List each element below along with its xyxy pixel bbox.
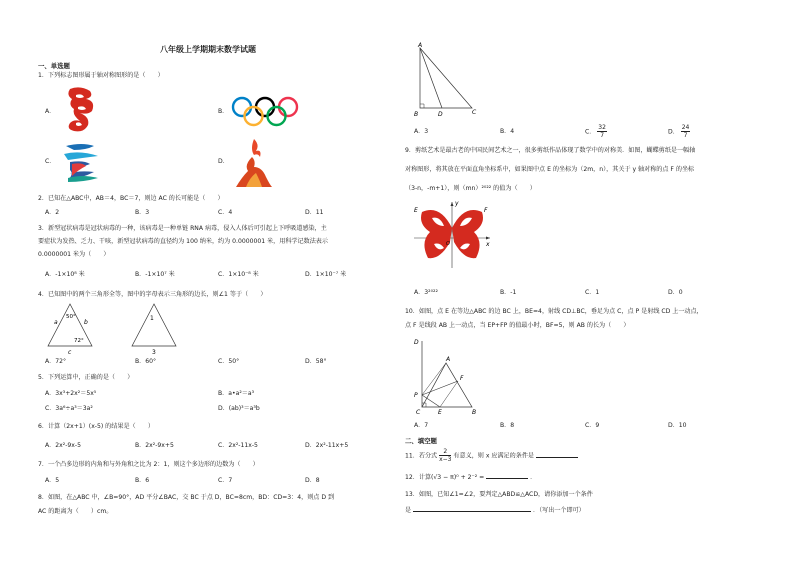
q3-option-c[interactable]: C．1×10⁻⁸ 米 — [218, 271, 259, 278]
q2-option-a[interactable]: A．2 — [45, 209, 60, 216]
q11-answer-blank[interactable] — [536, 451, 578, 458]
q1-option-b[interactable]: B． — [218, 108, 229, 115]
q5-option-a[interactable]: A．3x³+2x²＝5x⁵ — [45, 390, 97, 397]
q3-option-d[interactable]: D．1×10⁻⁷ 米 — [305, 271, 347, 278]
q2-stem: 2．已知在△ABC中，AB＝4，BC＝7，则边 AC 的长可能是（ ） — [38, 195, 224, 202]
q8-option-b[interactable]: B．4 — [500, 128, 515, 135]
q9-butterfly-figure — [410, 198, 494, 270]
q13-line2-prefix: 是 — [405, 507, 412, 514]
q12-prefix: 12．计算(√3 − π)⁰ + 2⁻² = — [405, 474, 485, 481]
q3-option-a[interactable]: A．-1×10⁸ 米 — [45, 271, 85, 278]
q9-option-b[interactable]: B．-1 — [500, 289, 517, 296]
q9-option-c[interactable]: C．1 — [585, 289, 600, 296]
q11 — [405, 448, 578, 463]
fig10-label-C: C — [416, 409, 421, 415]
fig8-label-A: A — [418, 42, 423, 49]
beijing-emblem-image — [60, 85, 102, 137]
q7-option-c[interactable]: C．7 — [218, 477, 233, 484]
q8-stem-line2: AC 的距离为（ ）cm。 — [38, 508, 113, 515]
fig4-label-b: b — [84, 319, 88, 326]
q4-congruent-triangles-figure — [42, 302, 182, 354]
fig4-label-a: a — [54, 319, 58, 326]
q4-option-d[interactable]: D．58° — [305, 358, 327, 365]
q11-suffix: 有意义，则 x 应满足的条件是 — [453, 452, 535, 460]
q2-option-c[interactable]: C．4 — [218, 209, 233, 216]
fig10-label-A: A — [446, 356, 451, 363]
winter-games-emblem-image — [60, 140, 104, 184]
fig9-label-E: E — [414, 207, 418, 214]
q4-option-a[interactable]: A．72° — [45, 358, 67, 365]
fig8-label-B: B — [414, 111, 419, 118]
q7-option-a[interactable]: A．5 — [45, 477, 60, 484]
q8-option-d-prefix: D． — [668, 128, 679, 136]
q12-suffix: ． — [530, 474, 537, 481]
fig10-label-F: F — [460, 375, 464, 382]
q12-answer-blank[interactable] — [486, 472, 528, 479]
q1-option-c[interactable]: C． — [45, 158, 56, 165]
q9-stem-line3: （3-n，-m+1），则（mn）²⁰²² 的值为（ ） — [405, 185, 536, 192]
fig10-label-P: P — [414, 392, 418, 399]
q6-option-b[interactable]: B．2x²-9x+5 — [135, 442, 174, 449]
page-title: 八年级上学期期末数学试题 — [160, 45, 256, 54]
q6-option-c[interactable]: C．2x²-11x-5 — [218, 442, 258, 449]
fig9-label-x: x — [486, 241, 490, 248]
fig9-label-O: O — [446, 241, 450, 247]
q10-option-d[interactable]: D．10 — [668, 422, 687, 429]
q9-option-d[interactable]: D．0 — [668, 289, 683, 296]
q8-option-c-fraction: $\frac{32}{7}$ — [598, 124, 606, 139]
q13-line2 — [405, 505, 585, 515]
torch-emblem-image — [232, 137, 276, 189]
q10-option-a[interactable]: A．7 — [414, 422, 429, 429]
q13-answer-blank[interactable] — [413, 505, 531, 512]
q12 — [405, 472, 536, 482]
q10-option-c[interactable]: C．9 — [585, 422, 600, 429]
q6-option-a[interactable]: A．2x²-9x-5 — [45, 442, 81, 449]
fig4-angle-1: 1 — [150, 315, 154, 322]
q5-option-d[interactable]: D．(ab)³＝a³b — [218, 405, 260, 412]
q4-option-b[interactable]: B．60° — [135, 358, 157, 365]
q10-equilateral-triangle-figure — [410, 335, 482, 415]
q1-stem: 1．下列标志图形属于轴对称图形的是（ ） — [38, 72, 164, 79]
fig4-angle-72: 72° — [74, 338, 84, 344]
q1-option-a[interactable]: A． — [45, 108, 56, 115]
q1-option-d[interactable]: D． — [218, 158, 229, 165]
q8-stem-line1: 8．如图，在△ABC 中，∠B=90°，AD 平分∠BAC，交 BC 于点 D，BC=8cm，BD：CD=3：4，则点 D 到 — [38, 494, 335, 501]
q11-prefix: 11．若分式 — [405, 452, 438, 460]
q5-option-c[interactable]: C．3a⁶÷a³＝3a² — [45, 405, 93, 412]
fig4-label-c: c — [68, 349, 72, 354]
section-fill-in: 二、填空题 — [405, 437, 437, 445]
fig4-angle-50: 50° — [66, 314, 76, 320]
q7-option-d[interactable]: D．8 — [305, 477, 320, 484]
q3-stem-line1: 3．新型冠状病毒是冠状病毒的一种，该病毒是一种单链 RNA 病毒，侵入人体后可引起上下呼吸道感染，主 — [38, 225, 327, 232]
q2-option-b[interactable]: B．3 — [135, 209, 150, 216]
q9-stem-line2: 对称图形，将其放在平面直角坐标系中，如果图中点 E 的坐标为（2m，n），其关于 y 轴对称的点 F 的坐标 — [405, 166, 695, 173]
q13-line2-suffix: ．（写出一个即可） — [532, 507, 585, 514]
q4-stem: 4．已知图中的两个三角形全等，图中的字母表示三角形的边长，则∠1 等于（ ） — [38, 291, 267, 298]
fig9-label-F: F — [484, 207, 488, 214]
q8-option-d-fraction: $\frac{24}{7}$ — [681, 124, 690, 139]
q10-option-b[interactable]: B．8 — [500, 422, 515, 429]
fig10-label-D: D — [414, 339, 419, 346]
q2-option-d[interactable]: D．11 — [305, 209, 324, 216]
q6-stem: 6．计算（2x+1）(x-5) 的结果是（ ） — [38, 423, 154, 430]
q9-option-a[interactable]: A．3²⁰²² — [414, 289, 438, 296]
q8-option-d[interactable] — [668, 124, 690, 139]
q10-stem-line2: 点 F 是线段 AB 上一动点，当 EP+FP 的值最小时，BF=5，则 AB 的长为（ ） — [405, 322, 630, 329]
q7-stem: 7．一个凸多边形的内角和与外角和之比为 2：1，则这个多边形的边数为（ ） — [38, 461, 259, 468]
fig9-label-y: y — [455, 200, 459, 207]
fig8-label-D: D — [438, 111, 443, 118]
fig10-label-E: E — [438, 409, 442, 415]
q5-stem: 5．下列运算中，正确的是（ ） — [38, 374, 134, 381]
fig10-label-B: B — [472, 409, 477, 415]
q8-option-a[interactable]: A．3 — [414, 128, 429, 135]
olympic-rings-image — [230, 94, 300, 130]
q3-option-b[interactable]: B．-1×10⁷ 米 — [135, 271, 175, 278]
q9-stem-line1: 9．剪纸艺术是最古老的中国民间艺术之一，很多剪纸作品体现了数学中的对称美．如图，蝴蝶剪纸是一幅轴 — [405, 147, 696, 154]
q8-option-c-prefix: C． — [585, 128, 596, 136]
q3-stem-line3: 0.0000001 米为（ ） — [38, 251, 110, 258]
q3-stem-line2: 要症状为发热、乏力、干咳，新型冠状病毒的直径约为 100 纳米，约为 0.0000001 米，用科学记数法表示 — [38, 238, 328, 245]
q8-right-triangle-figure — [410, 42, 482, 118]
fig4-side-3: 3 — [152, 349, 156, 354]
q6-option-d[interactable]: D．2x²-11x+5 — [305, 442, 349, 449]
q10-stem-line1: 10．如图，点 E 在等边△ABC 的边 BC 上，BE=4，射线 CD⊥BC，垂足为点 C，点 P 是射线 CD 上一动点， — [405, 308, 703, 315]
q7-option-b[interactable]: B．6 — [135, 477, 150, 484]
q4-option-c[interactable]: C．50° — [218, 358, 240, 365]
q5-option-b[interactable]: B．a•a²＝a³ — [218, 390, 255, 397]
section-single-choice: 一、单选题 — [38, 62, 70, 70]
fig8-label-C: C — [472, 109, 477, 116]
q13-stem-line1: 13．如图，已知∠1=∠2，要判定△ABD≌△ACD，请你添加一个条件 — [405, 491, 593, 498]
q8-option-c[interactable] — [585, 124, 607, 139]
q11-fraction: $\frac{2}{x-3}$ — [439, 448, 452, 463]
